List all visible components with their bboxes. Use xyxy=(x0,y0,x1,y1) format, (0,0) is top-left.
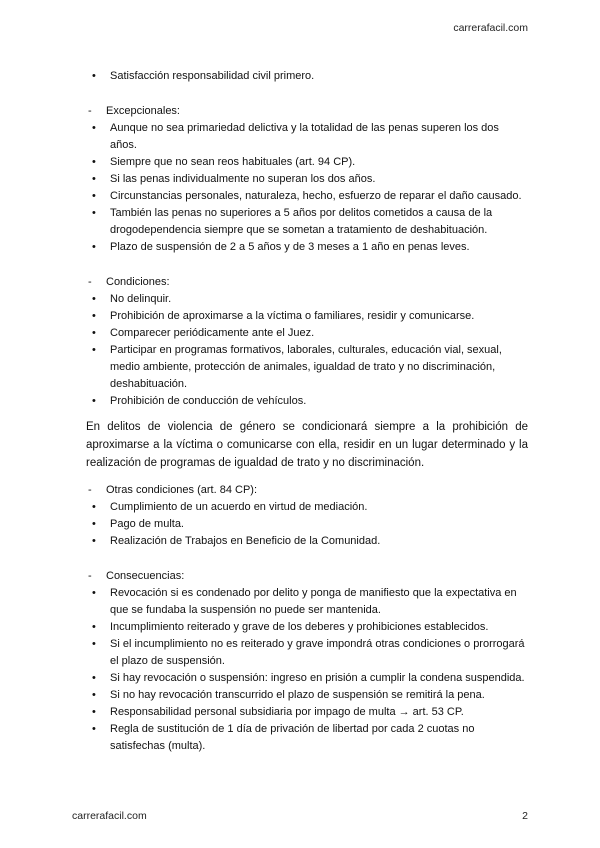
list-item: • Si no hay revocación transcurrido el plazo de suspensión se remitirá la pena. xyxy=(88,687,528,704)
list-item: • Si hay revocación o suspensión: ingreso en prisión a cumplir la condena suspendida. xyxy=(88,670,528,687)
list-item: • Aunque no sea primariedad delictiva y la totalidad de las penas superen los dos años. xyxy=(88,120,528,154)
list-item: • Plazo de suspensión de 2 a 5 años y de 3 meses a 1 año en penas leves. xyxy=(88,239,528,256)
list-item: • Incumplimiento reiterado y grave de los deberes y prohibiciones establecidos. xyxy=(88,619,528,636)
list-item: • Revocación si es condenado por delito y ponga de manifiesto que la expectativa en que se fundaba la suspensión no puede ser mantenida. xyxy=(88,585,528,619)
section-title: - Consecuencias: xyxy=(88,568,528,585)
list-item: • Circunstancias personales, naturaleza, hecho, esfuerzo de reparar el daño causado. xyxy=(88,188,528,205)
document-body xyxy=(88,68,528,755)
list-item: • Regla de sustitución de 1 día de privación de libertad por cada 2 cuotas no satisfechas (multa). xyxy=(88,721,528,755)
section-otras-condiciones xyxy=(88,482,528,550)
consecuencias-list xyxy=(88,585,528,755)
list-item: • Prohibición de conducción de vehículos. xyxy=(88,393,528,410)
section-consecuencias xyxy=(88,568,528,755)
list-item: • Realización de Trabajos en Beneficio de la Comunidad. xyxy=(88,533,528,550)
list-item: • Participar en programas formativos, laborales, culturales, educación vial, sexual, medio ambiente, protección de animales, igualdad de trato y no discriminación, deshabituación. xyxy=(88,342,528,393)
section-condiciones xyxy=(88,274,528,410)
list-item: • Responsabilidad personal subsidiaria por impago de multa → art. 53 CP. xyxy=(88,704,528,721)
section-title: - Excepcionales: xyxy=(88,103,528,120)
section-excepcionales xyxy=(88,103,528,256)
list-item: • Satisfacción responsabilidad civil primero. xyxy=(88,68,528,85)
gender-violence-paragraph: En delitos de violencia de género se condicionará siempre a la prohibición de aproximarse a la víctima o comunicarse con ella, residir en un lugar determinado y la realización de programas de igualdad de trato y no discriminación. xyxy=(86,421,528,469)
excepcionales-list xyxy=(88,120,528,256)
list-item: • No delinquir. xyxy=(88,291,528,308)
page-number: 2 xyxy=(522,810,528,822)
condiciones-list xyxy=(88,291,528,410)
list-item: • Pago de multa. xyxy=(88,516,528,533)
list-item: • Siempre que no sean reos habituales (art. 94 CP). xyxy=(88,154,528,171)
header-site: carrerafacil.com xyxy=(453,22,528,34)
list-item: • Cumplimiento de un acuerdo en virtud de mediación. xyxy=(88,499,528,516)
list-item: • Si las penas individualmente no superan los dos años. xyxy=(88,171,528,188)
section-title: - Otras condiciones (art. 84 CP): xyxy=(88,482,528,499)
footer-site: carrerafacil.com xyxy=(72,810,147,822)
list-item: • También las penas no superiores a 5 años por delitos cometidos a causa de la drogodependencia siempre que se sometan a tratamiento de deshabituación. xyxy=(88,205,528,239)
intro-list xyxy=(88,68,528,85)
list-item: • Prohibición de aproximarse a la víctima o familiares, residir y comunicarse. xyxy=(88,308,528,325)
otras-condiciones-list xyxy=(88,499,528,550)
list-item: • Si el incumplimiento no es reiterado y grave impondrá otras condiciones o prorrogará el plazo de suspensión. xyxy=(88,636,528,670)
section-title: - Condiciones: xyxy=(88,274,528,291)
list-item: • Comparecer periódicamente ante el Juez. xyxy=(88,325,528,342)
